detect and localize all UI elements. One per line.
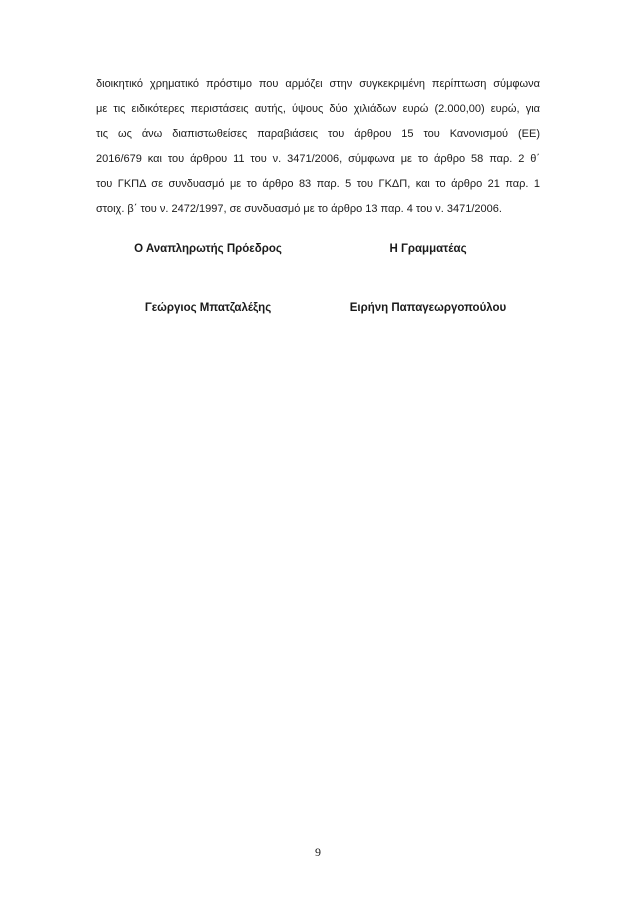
paragraph-line: του ΓΚΠΔ σε συνδυασμό με το άρθρο 83 παρ. 5 του ΓΚΔΠ, και το άρθρο 21 παρ. 1 <box>96 178 540 190</box>
paragraph-line: 2016/679 και του άρθρου 11 του ν. 3471/2006, σύμφωνα με το άρθρο 58 παρ. 2 θ΄ <box>96 153 540 165</box>
decision-paragraph <box>96 72 540 222</box>
paragraph-line: τις ως άνω διαπιστωθείσες παραβιάσεις του άρθρου 15 του Κανονισμού (ΕΕ) <box>96 128 540 140</box>
paragraph-line: με τις ειδικότερες περιστάσεις αυτής, ύψους δύο χιλιάδων ευρώ (2.000,00) ευρώ, για <box>96 103 540 115</box>
secretary-name: Ειρήνη Παπαγεωργοπούλου <box>349 302 507 314</box>
vice-president-title: Ο Αναπληρωτής Πρόεδρος <box>134 243 282 255</box>
paragraph-line: στοιχ. β΄ του ν. 2472/1997, σε συνδυασμό με το άρθρο 13 παρ. 4 του ν. 3471/2006. <box>96 203 502 215</box>
secretary-title: Η Γραμματέας <box>389 243 467 255</box>
vice-president-name: Γεώργιος Μπατζαλέξης <box>144 302 272 314</box>
paragraph-line: διοικητικό χρηματικό πρόστιμο που αρμόζει στην συγκεκριμένη περίπτωση σύμφωνα <box>96 78 540 90</box>
page-number: 9 <box>315 845 321 859</box>
